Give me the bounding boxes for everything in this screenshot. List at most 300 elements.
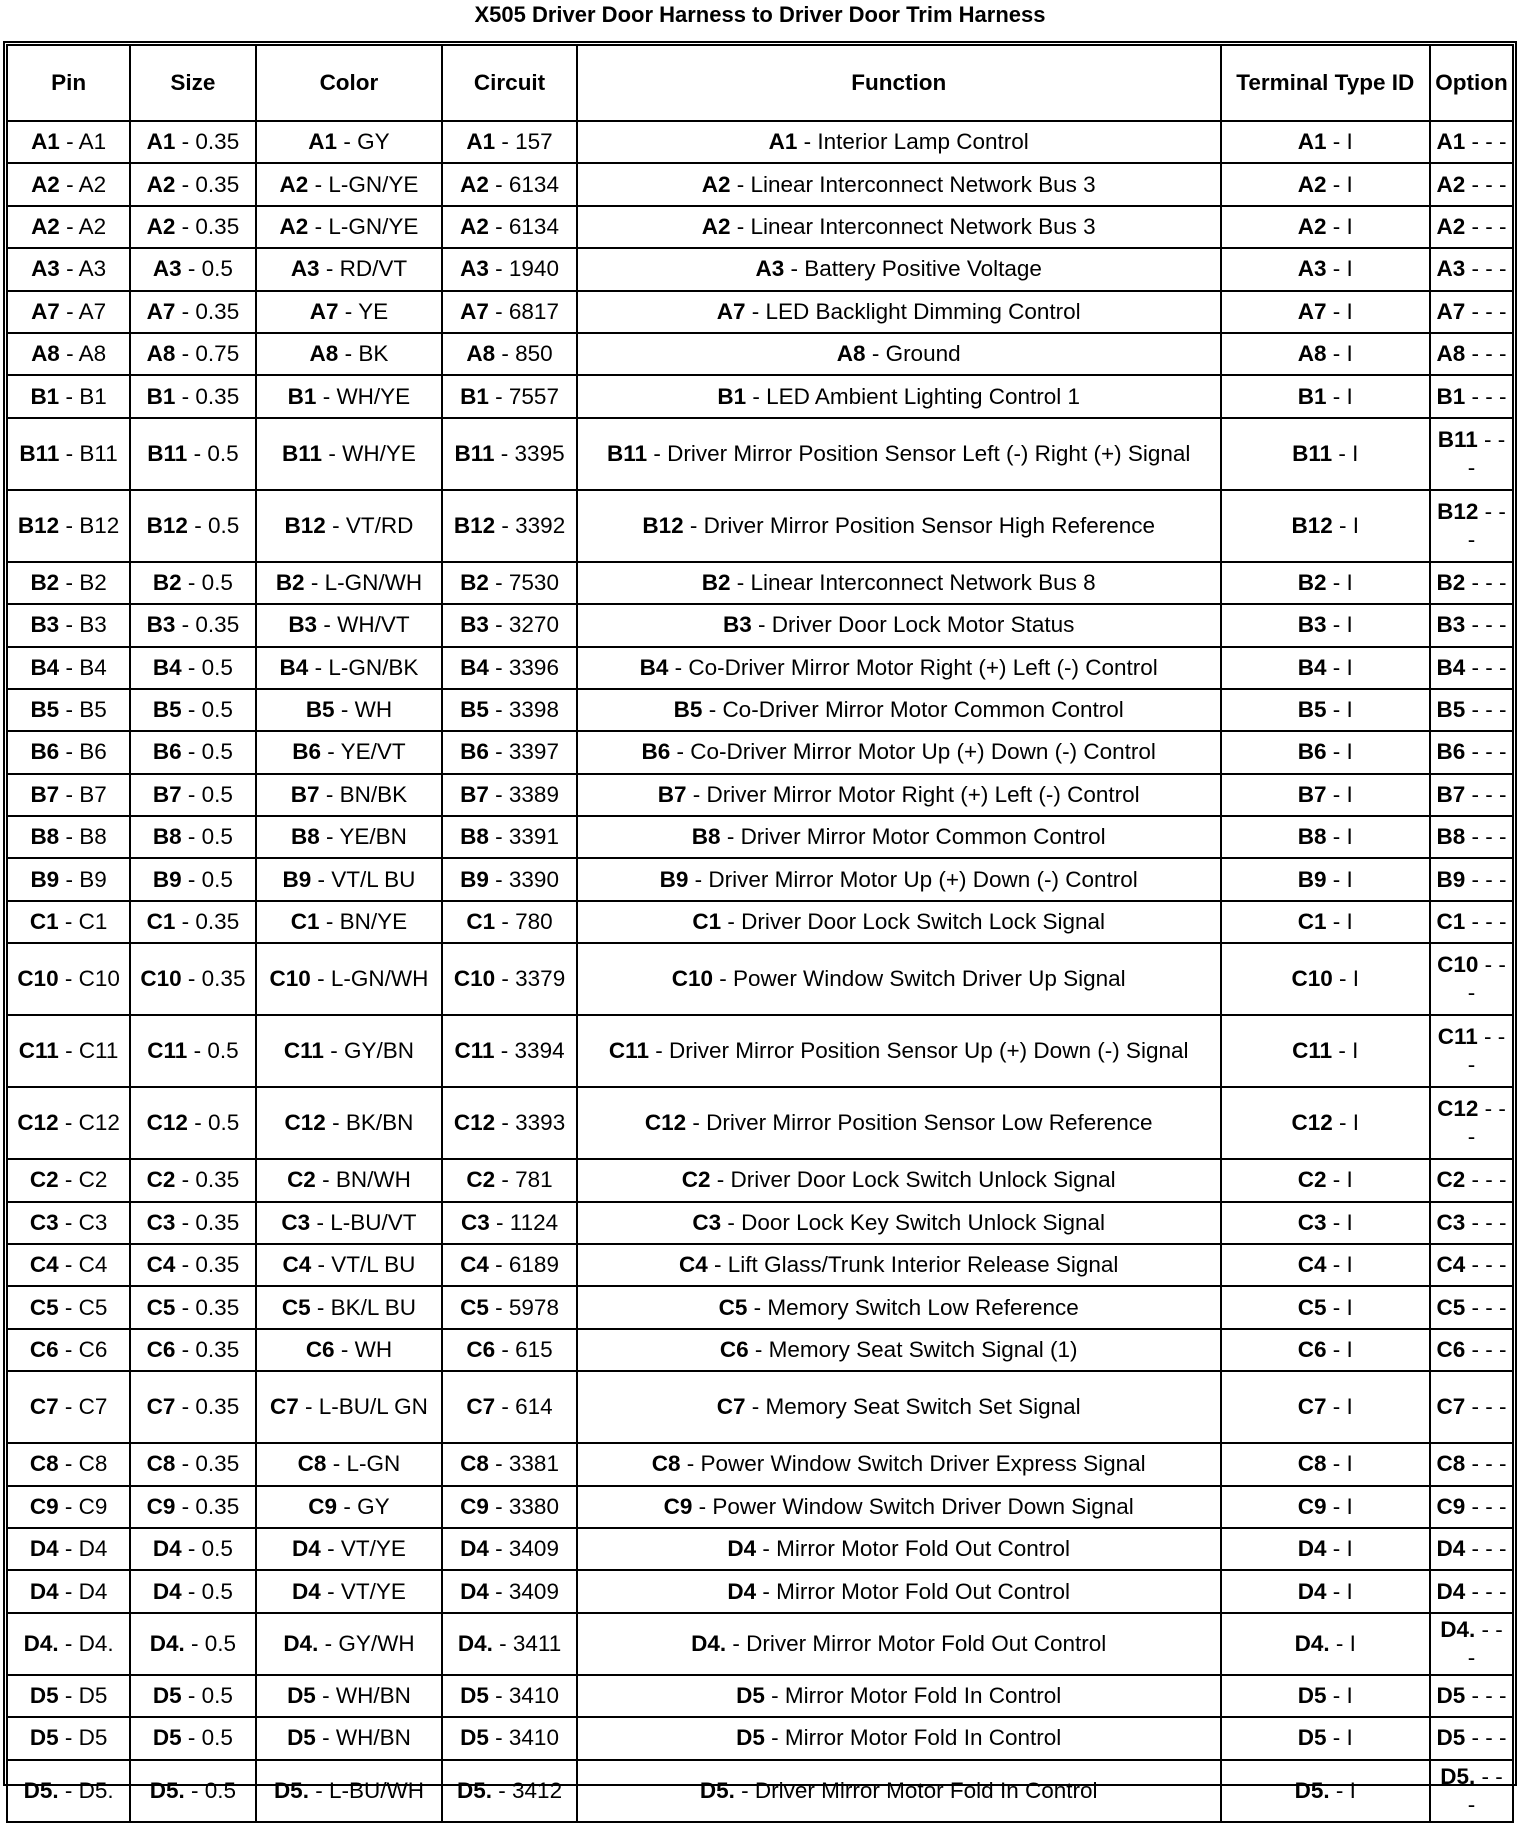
circuit-cell: D4. - 3411 <box>442 1613 577 1675</box>
cell-value: C3 <box>78 1209 108 1235</box>
pin-prefix: C3 <box>29 1209 59 1235</box>
cell-value: 850 <box>515 341 553 367</box>
circuit-cell: C5 - 5978 <box>442 1286 577 1328</box>
pin-prefix: C11 <box>18 1038 59 1064</box>
pin-prefix: D5. <box>273 1777 309 1803</box>
pin-prefix: A2 <box>460 171 489 197</box>
pin-prefix: A3 <box>755 256 785 282</box>
pin-prefix: D4. <box>1294 1630 1330 1656</box>
color-cell: B11 - WH/YE <box>256 418 443 490</box>
size-cell: A2 - 0.35 <box>130 206 256 248</box>
pin-prefix: B7 <box>657 781 687 807</box>
option-cell: C2 - - - <box>1430 1159 1513 1201</box>
pin-prefix: C10 <box>453 966 496 992</box>
pin-prefix: B2 <box>152 569 182 595</box>
circuit-cell: B7 - 3389 <box>442 774 577 816</box>
cell-value: 7530 <box>508 569 559 595</box>
size-cell: B9 - 0.5 <box>130 858 256 900</box>
option-cell: B9 - - - <box>1430 858 1513 900</box>
color-cell: C12 - BK/BN <box>256 1087 443 1159</box>
function-cell: A1 - Interior Lamp Control <box>577 121 1221 163</box>
cell-value: Battery Positive Voltage <box>804 256 1042 282</box>
cell-value: I <box>1346 569 1353 595</box>
cell-value: Power Window Switch Driver Express Signal <box>700 1451 1146 1477</box>
pin-prefix: B6 <box>30 739 60 765</box>
function-cell: A7 - LED Backlight Dimming Control <box>577 291 1221 333</box>
cell-value: 0.5 <box>204 1777 237 1803</box>
terminal-type-cell: B2 - I <box>1221 562 1431 604</box>
cell-value: L-GN <box>346 1451 401 1477</box>
cell-value: Interior Lamp Control <box>817 129 1029 155</box>
cell-value: Driver Door Lock Switch Unlock Signal <box>730 1167 1116 1193</box>
pin-prefix: B1 <box>460 383 489 409</box>
cell-value: I <box>1349 1630 1356 1656</box>
pin-prefix: B3 <box>460 612 489 638</box>
circuit-cell: B4 - 3396 <box>442 647 577 689</box>
cell-value: B4 <box>79 654 107 680</box>
pin-prefix: D4. <box>283 1630 319 1656</box>
pin-prefix: B1 <box>1297 383 1327 409</box>
cell-value: 3409 <box>508 1536 559 1562</box>
pin-prefix: C4 <box>1297 1252 1327 1278</box>
pin-cell: A1 - A1 <box>7 121 130 163</box>
header-size: Size <box>130 45 256 121</box>
pin-prefix: B6 <box>292 739 322 765</box>
cell-value: VT/L BU <box>331 866 416 892</box>
cell-value: D4 <box>78 1536 108 1562</box>
pin-prefix: C4 <box>146 1252 176 1278</box>
pin-cell: A2 - A2 <box>7 206 130 248</box>
table-row <box>7 731 1513 773</box>
option-cell: D4. - - - <box>1430 1613 1513 1675</box>
cell-value: A2 <box>78 213 107 239</box>
circuit-cell: A2 - 6134 <box>442 163 577 205</box>
pin-prefix: C2 <box>681 1167 711 1193</box>
cell-value: 0.35 <box>195 612 240 638</box>
cell-value: VT/L BU <box>331 1252 416 1278</box>
table-row <box>7 774 1513 816</box>
pin-prefix: B6 <box>1297 739 1327 765</box>
cell-value: Driver Mirror Motor Fold In Control <box>754 1777 1098 1803</box>
pin-prefix: A7 <box>146 298 176 324</box>
cell-value: 3381 <box>508 1451 559 1477</box>
pin-prefix: C7 <box>1436 1394 1466 1420</box>
option-cell: C10 - - - <box>1430 943 1513 1015</box>
table-row <box>7 1613 1513 1675</box>
pin-prefix: B5 <box>305 697 335 723</box>
cell-value: I <box>1346 1167 1353 1193</box>
pin-prefix: B4 <box>639 654 669 680</box>
cell-value: - <box>1497 1024 1506 1050</box>
cell-value: 0.35 <box>195 171 240 197</box>
pin-prefix: D5 <box>1436 1682 1466 1708</box>
cell-value: - <box>1485 569 1493 595</box>
cell-value: 0.5 <box>201 1536 233 1562</box>
pin-prefix: B7 <box>460 781 489 807</box>
header-color: Color <box>256 45 443 121</box>
cell-value: 3392 <box>515 512 566 538</box>
cell-value: Linear Interconnect Network Bus 3 <box>750 171 1096 197</box>
pin-prefix: B2 <box>701 569 731 595</box>
pin-prefix: C7 <box>29 1394 59 1420</box>
circuit-cell: C9 - 3380 <box>442 1486 577 1528</box>
pin-prefix: B12 <box>453 512 496 538</box>
pin-prefix: B12 <box>1291 512 1333 538</box>
pin-cell: B1 - B1 <box>7 375 130 417</box>
pin-prefix: C2 <box>1436 1167 1466 1193</box>
pin-prefix: C5 <box>718 1294 748 1320</box>
pin-prefix: B6 <box>152 739 182 765</box>
pin-prefix: A3 <box>152 256 182 282</box>
cell-value: B1 <box>79 383 107 409</box>
size-cell: C1 - 0.35 <box>130 901 256 943</box>
pin-prefix: C6 <box>1436 1337 1466 1362</box>
cell-value: L-GN/YE <box>328 171 419 197</box>
cell-value: BK/BN <box>345 1110 414 1136</box>
cell-value: 0.35 <box>195 1252 240 1278</box>
cell-value: YE/VT <box>340 739 406 765</box>
pin-prefix: B4 <box>279 654 309 680</box>
pin-prefix: C11 <box>608 1038 649 1064</box>
cell-value: VT/RD <box>345 512 414 538</box>
cell-value: I <box>1352 1038 1359 1064</box>
cell-value: 0.35 <box>195 909 240 935</box>
cell-value: I <box>1346 824 1353 850</box>
pin-prefix: C2 <box>1297 1167 1327 1193</box>
circuit-cell: C2 - 781 <box>442 1159 577 1201</box>
pin-prefix: B3 <box>30 612 60 638</box>
color-cell: B7 - BN/BK <box>256 774 443 816</box>
cell-value: D4 <box>78 1578 108 1604</box>
cell-value: - <box>1495 1616 1503 1642</box>
pin-prefix: D4 <box>1297 1578 1327 1604</box>
cell-value: 0.5 <box>207 440 239 466</box>
function-cell: B11 - Driver Mirror Position Sensor Left (-) Right (+) Signal <box>577 418 1221 490</box>
cell-value: L-GN/WH <box>330 966 429 992</box>
color-cell: C10 - L-GN/WH <box>256 943 443 1015</box>
terminal-type-cell: D4 - I <box>1221 1528 1431 1570</box>
cell-value: WH/YE <box>342 440 416 466</box>
cell-value: C11 <box>78 1038 119 1064</box>
pin-prefix: C11 <box>454 1038 495 1064</box>
pin-prefix: B1 <box>30 383 60 409</box>
cell-value: 0.5 <box>201 256 233 282</box>
cell-value: 6189 <box>508 1252 559 1278</box>
size-cell: D4. - 0.5 <box>130 1613 256 1675</box>
cell-value: - <box>1485 824 1493 850</box>
cell-value: - <box>1498 498 1506 524</box>
color-cell: B9 - VT/L BU <box>256 858 443 900</box>
cell-value: - <box>1485 866 1493 892</box>
pin-prefix: B5 <box>152 697 182 723</box>
pin-prefix: D4 <box>29 1578 59 1604</box>
table-row <box>7 901 1513 943</box>
function-cell: C9 - Power Window Switch Driver Down Signal <box>577 1486 1221 1528</box>
pin-prefix: D4. <box>23 1630 59 1656</box>
terminal-type-cell: B6 - I <box>1221 731 1431 773</box>
cell-value: I <box>1346 1294 1353 1320</box>
cell-value: - <box>1485 129 1493 155</box>
pin-prefix: C10 <box>671 966 714 992</box>
table-row <box>7 562 1513 604</box>
cell-value: I <box>1346 1252 1353 1278</box>
cell-value: 0.35 <box>195 1294 240 1320</box>
pin-cell: C3 - C3 <box>7 1202 130 1244</box>
cell-value: C5 <box>78 1294 108 1320</box>
pin-prefix: A2 <box>31 213 60 239</box>
pin-prefix: C3 <box>692 1209 722 1235</box>
pin-cell: D4 - D4 <box>7 1528 130 1570</box>
color-cell: B2 - L-GN/WH <box>256 562 443 604</box>
cell-value: I <box>1346 256 1353 282</box>
pin-cell: D5 - D5 <box>7 1717 130 1759</box>
pin-prefix: D4 <box>1436 1578 1466 1604</box>
pin-prefix: A2 <box>701 213 731 239</box>
pin-prefix: D5 <box>287 1725 316 1751</box>
pin-prefix: D4. <box>691 1630 727 1656</box>
size-cell: B12 - 0.5 <box>130 490 256 562</box>
pin-prefix: B4 <box>460 654 489 680</box>
size-cell: D4 - 0.5 <box>130 1570 256 1612</box>
cell-value: L-GN/BK <box>328 654 419 680</box>
cell-value: BK <box>358 341 389 367</box>
size-cell: B1 - 0.35 <box>130 375 256 417</box>
color-cell: C7 - L-BU/L GN <box>256 1371 443 1443</box>
cell-value: A2 <box>78 171 107 197</box>
color-cell: D5. - L-BU/WH <box>256 1760 443 1822</box>
cell-value: B12 <box>79 512 120 538</box>
pin-prefix: D4. <box>457 1630 493 1656</box>
pin-prefix: C9 <box>29 1493 59 1519</box>
pin-prefix: A2 <box>1436 171 1466 197</box>
pin-prefix: B11 <box>1437 426 1478 452</box>
pin-prefix: C12 <box>644 1110 687 1136</box>
color-cell: C9 - GY <box>256 1486 443 1528</box>
option-cell: C3 - - - <box>1430 1202 1513 1244</box>
cell-value: I <box>1346 1682 1353 1708</box>
color-cell: B4 - L-GN/BK <box>256 647 443 689</box>
color-cell: B5 - WH <box>256 689 443 731</box>
pin-cell: C6 - C6 <box>7 1329 130 1371</box>
header-row <box>7 45 1513 121</box>
function-cell: D4 - Mirror Motor Fold Out Control <box>577 1570 1221 1612</box>
pin-prefix: C10 <box>1291 966 1333 992</box>
cell-value: I <box>1346 298 1353 324</box>
pin-prefix: B3 <box>1436 612 1466 638</box>
cell-value: D5. <box>78 1777 114 1803</box>
cell-value: 3395 <box>514 440 565 466</box>
cell-value: - <box>1485 1394 1493 1420</box>
pin-prefix: B7 <box>30 781 60 807</box>
table-row <box>7 1528 1513 1570</box>
pin-prefix: B11 <box>454 440 495 466</box>
table-row <box>7 1244 1513 1286</box>
cell-value: I <box>1346 213 1353 239</box>
cell-value: 0.5 <box>201 1725 233 1751</box>
size-cell: C6 - 0.35 <box>130 1329 256 1371</box>
pin-prefix: C9 <box>308 1493 338 1519</box>
option-cell: D4 - - - <box>1430 1528 1513 1570</box>
table-row <box>7 206 1513 248</box>
pin-prefix: A3 <box>290 256 320 282</box>
cell-value: 3398 <box>508 697 559 723</box>
pin-prefix: C5 <box>281 1294 311 1320</box>
size-cell: B3 - 0.35 <box>130 604 256 646</box>
cell-value: 0.5 <box>201 1682 233 1708</box>
pin-prefix: D5 <box>736 1725 765 1751</box>
cell-value: Power Window Switch Driver Down Signal <box>712 1493 1134 1519</box>
pin-prefix: A1 <box>768 129 798 155</box>
cell-value: 3391 <box>508 824 559 850</box>
cell-value: WH/BN <box>335 1682 411 1708</box>
pin-prefix: D4. <box>149 1630 185 1656</box>
pin-prefix: B7 <box>1436 781 1466 807</box>
cell-value: A7 <box>78 298 107 324</box>
cell-value: - <box>1485 1252 1493 1278</box>
pin-prefix: C2 <box>29 1167 59 1193</box>
cell-value: 0.35 <box>195 383 240 409</box>
pin-prefix: C3 <box>281 1209 311 1235</box>
cell-value: C12 <box>78 1110 120 1136</box>
pin-prefix: D5 <box>460 1725 489 1751</box>
function-cell: B6 - Co-Driver Mirror Motor Up (+) Down (-) Control <box>577 731 1221 773</box>
pin-prefix: B6 <box>1436 739 1466 765</box>
cell-value: 615 <box>515 1337 553 1362</box>
terminal-type-cell: C5 - I <box>1221 1286 1431 1328</box>
terminal-type-cell: A3 - I <box>1221 248 1431 290</box>
option-cell: C11 - - - <box>1430 1015 1513 1087</box>
pin-prefix: C8 <box>297 1451 327 1477</box>
pin-prefix: C6 <box>466 1337 496 1362</box>
pin-prefix: C1 <box>1297 909 1327 935</box>
pin-prefix: C7 <box>466 1394 496 1420</box>
pin-prefix: D4 <box>460 1578 489 1604</box>
terminal-type-cell: C1 - I <box>1221 901 1431 943</box>
pin-prefix: D5. <box>1440 1763 1476 1789</box>
cell-value: 781 <box>515 1167 553 1193</box>
option-cell: C7 - - - <box>1430 1371 1513 1443</box>
pin-cell: C9 - C9 <box>7 1486 130 1528</box>
pin-prefix: C12 <box>1437 1096 1479 1122</box>
pin-prefix: A7 <box>1297 298 1327 324</box>
option-cell: C1 - - - <box>1430 901 1513 943</box>
pin-prefix: D4. <box>1440 1616 1476 1642</box>
table-row <box>7 248 1513 290</box>
header-terminal-type-id: Terminal Type ID <box>1221 45 1431 121</box>
table-row <box>7 604 1513 646</box>
circuit-cell: C8 - 3381 <box>442 1443 577 1485</box>
pin-cell: C8 - C8 <box>7 1443 130 1485</box>
pin-prefix: C8 <box>460 1451 489 1477</box>
pin-prefix: A2 <box>1297 171 1327 197</box>
pin-prefix: B12 <box>146 512 188 538</box>
pin-prefix: B11 <box>607 440 648 466</box>
size-cell: A8 - 0.75 <box>130 333 256 375</box>
function-cell: D5 - Mirror Motor Fold In Control <box>577 1675 1221 1717</box>
pin-prefix: C4 <box>460 1252 489 1278</box>
pin-prefix: B8 <box>152 824 182 850</box>
pin-prefix: A3 <box>31 256 60 282</box>
pin-prefix: C12 <box>1291 1110 1333 1136</box>
terminal-type-cell: A1 - I <box>1221 121 1431 163</box>
circuit-cell: C12 - 3393 <box>442 1087 577 1159</box>
cell-value: D5 <box>78 1725 108 1751</box>
cell-value: 0.5 <box>201 866 233 892</box>
size-cell: A7 - 0.35 <box>130 291 256 333</box>
cell-value: - <box>1485 1167 1493 1193</box>
pin-prefix: B4 <box>1297 654 1327 680</box>
cell-value: 0.5 <box>207 1038 239 1064</box>
cell-value: 0.5 <box>207 512 240 538</box>
cell-value: Mirror Motor Fold In Control <box>784 1682 1062 1708</box>
pin-prefix: B6 <box>460 739 489 765</box>
pin-prefix: D5 <box>287 1682 316 1708</box>
pin-cell: B12 - B12 <box>7 490 130 562</box>
size-cell: B5 - 0.5 <box>130 689 256 731</box>
pin-prefix: A1 <box>146 129 176 155</box>
pin-prefix: B5 <box>460 697 489 723</box>
cell-value: WH/YE <box>336 383 411 409</box>
circuit-cell: B2 - 7530 <box>442 562 577 604</box>
terminal-type-cell: B7 - I <box>1221 774 1431 816</box>
cell-value: 3394 <box>514 1038 565 1064</box>
pin-prefix: A2 <box>1436 213 1466 239</box>
color-cell: B6 - YE/VT <box>256 731 443 773</box>
cell-value: WH <box>354 697 393 723</box>
cell-value: C8 <box>78 1451 108 1477</box>
cell-value: L-BU/VT <box>330 1209 417 1235</box>
cell-value: 0.35 <box>195 298 240 324</box>
option-cell: B12 - - - <box>1430 490 1513 562</box>
pin-prefix: B9 <box>1436 866 1466 892</box>
cell-value: GY/BN <box>343 1038 414 1064</box>
pin-prefix: C4 <box>679 1252 708 1278</box>
cell-value: Co-Driver Mirror Motor Right (+) Left (-) Control <box>688 654 1158 680</box>
table-row <box>7 1087 1513 1159</box>
pin-prefix: D4 <box>292 1578 321 1604</box>
pin-prefix: A7 <box>1436 298 1466 324</box>
pin-prefix: C1 <box>466 909 496 935</box>
pin-prefix: B12 <box>17 512 60 538</box>
cell-value: Co-Driver Mirror Motor Common Control <box>722 697 1124 723</box>
pin-prefix: C12 <box>284 1110 326 1136</box>
terminal-type-cell: C4 - I <box>1221 1244 1431 1286</box>
color-cell: A1 - GY <box>256 121 443 163</box>
color-cell: B8 - YE/BN <box>256 816 443 858</box>
cell-value: I <box>1352 440 1359 466</box>
terminal-type-cell: D4. - I <box>1221 1613 1431 1675</box>
pin-prefix: B5 <box>1297 697 1327 723</box>
cell-value: - <box>1485 739 1493 765</box>
pin-prefix: A1 <box>308 129 338 155</box>
cell-value: 614 <box>515 1394 553 1420</box>
cell-value: 1940 <box>508 256 559 282</box>
cell-value: D5 <box>78 1682 108 1708</box>
color-cell: D5 - WH/BN <box>256 1717 443 1759</box>
cell-value: I <box>1352 1110 1360 1136</box>
cell-value: 3409 <box>508 1578 559 1604</box>
cell-value: 0.35 <box>195 1337 240 1362</box>
circuit-cell: B5 - 3398 <box>442 689 577 731</box>
table-row <box>7 1329 1513 1371</box>
pin-cell: B11 - B11 <box>7 418 130 490</box>
pin-prefix: A8 <box>1297 341 1327 367</box>
cell-value: - <box>1485 1337 1493 1362</box>
color-cell: C6 - WH <box>256 1329 443 1371</box>
cell-value: Lift Glass/Trunk Interior Release Signal <box>727 1252 1119 1278</box>
cell-value: - <box>1485 256 1493 282</box>
terminal-type-cell: B11 - I <box>1221 418 1431 490</box>
